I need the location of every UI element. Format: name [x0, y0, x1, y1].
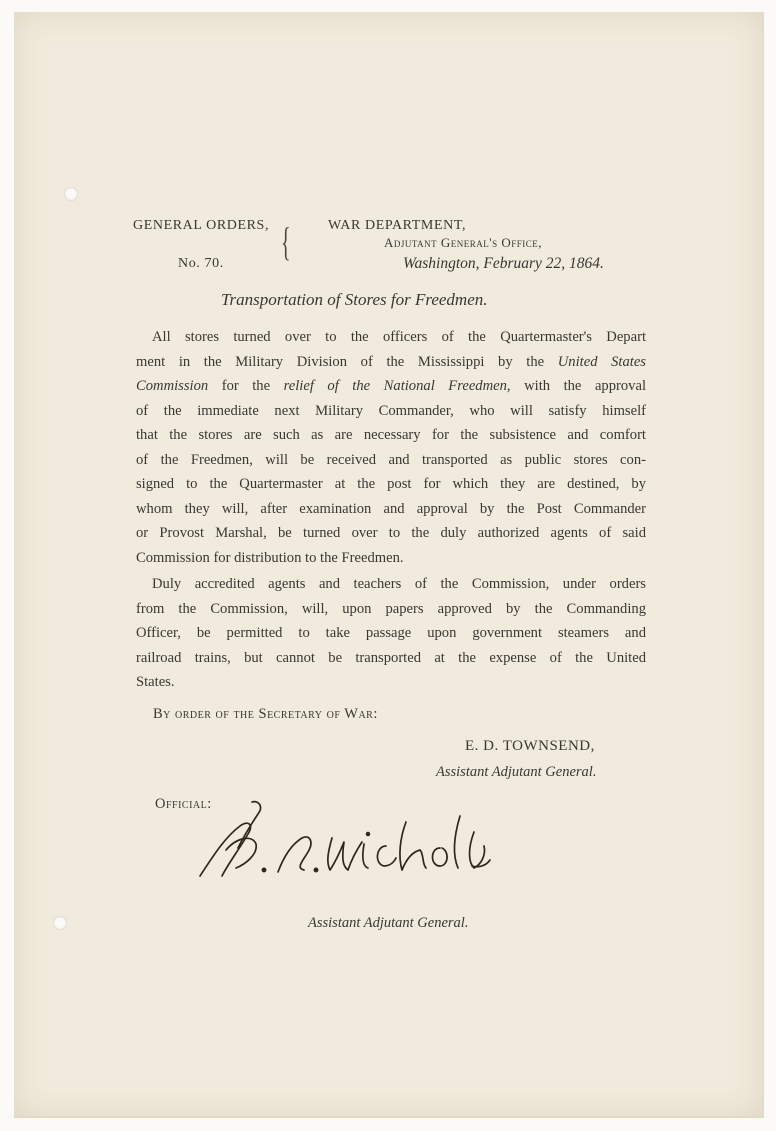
paragraph-line: or Provost Marshal, be turned over to the duly authorized agents of said — [136, 525, 646, 541]
punch-hole-bottom — [53, 916, 67, 930]
date-line: Washington, February 22, 1864. — [403, 255, 604, 272]
paragraph-line: railroad trains, but cannot be transported at the expense of the United — [136, 649, 646, 666]
text-run-italic: relief of the National Freedmen, — [283, 378, 511, 394]
paragraph-line: that the stores are such as are necessary for the subsistence and comfort — [136, 427, 646, 443]
document-title: Transportation of Stores for Freedmen. — [221, 290, 488, 309]
signatory-name: E. D. TOWNSEND, — [465, 738, 595, 754]
paragraph-line: whom they will, after examination and approval by the Post Commander — [136, 500, 646, 517]
brace-icon: { — [281, 219, 291, 264]
paragraph-line: signed to the Quartermaster at the post for which they are destined, by — [136, 476, 646, 492]
general-orders-label: GENERAL ORDERS, — [133, 218, 270, 233]
paragraph-1 — [136, 325, 646, 570]
paragraph-line: of the immediate next Military Commander, who will satisfy himself — [136, 402, 646, 419]
paragraph-line — [136, 374, 646, 399]
paragraph-line: Officer, be permitted to take passage upon government steamers and — [136, 625, 646, 641]
office-name: Adjutant General's Office, — [384, 235, 543, 250]
paragraph-line: Duly accredited agents and teachers of the Commission, under orders — [152, 576, 646, 592]
paragraph-line: Commission for distribution to the Freedmen. — [136, 549, 404, 566]
department-name: WAR DEPARTMENT, — [328, 218, 467, 233]
order-number: No. 70. — [178, 256, 224, 271]
paragraph-line: States. — [136, 674, 175, 690]
official-label: Official: — [155, 796, 212, 812]
paragraph-2 — [136, 572, 646, 695]
text-run-italic: United States — [557, 353, 646, 370]
signatory-title: Assistant Adjutant General. — [436, 764, 597, 780]
punch-hole-top — [64, 187, 78, 201]
by-order-line: By order of the Secretary of War: — [153, 706, 378, 722]
paragraph-line: All stores turned over to the officers of the Quartermaster's Depart — [152, 329, 646, 345]
text-run: for the — [208, 378, 284, 394]
handwritten-signature — [192, 798, 492, 886]
text-run: with the approval — [510, 378, 646, 394]
paragraph-line: of the Freedmen, will be received and transported as public stores con- — [136, 451, 646, 468]
text-run-italic: Commission — [136, 378, 209, 394]
text-run: ment in the Military Division of the Mississippi by the — [136, 353, 558, 370]
paragraph-line — [136, 350, 646, 375]
paragraph-line: from the Commission, will, upon papers approved by the Commanding — [136, 600, 646, 617]
official-title: Assistant Adjutant General. — [308, 915, 469, 931]
